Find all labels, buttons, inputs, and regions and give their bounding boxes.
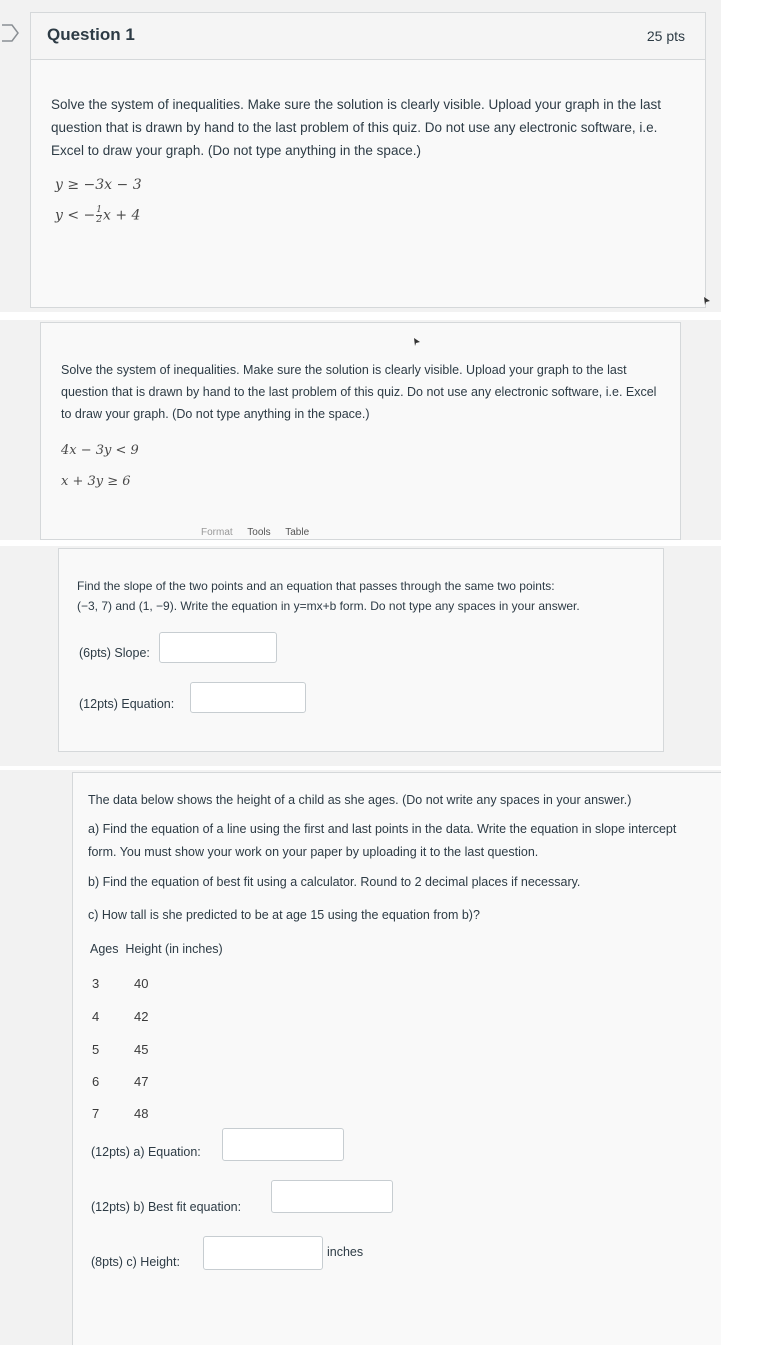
- menu-table[interactable]: Table: [285, 527, 310, 538]
- fraction: [96, 206, 102, 225]
- part-a-input[interactable]: [222, 1128, 344, 1161]
- question-instructions-line-1: Find the slope of the two points and an equation that passes through the same two points:: [77, 579, 555, 593]
- part-c-text: c) How tall is she predicted to be at age 15 using the equation from b)?: [88, 908, 480, 922]
- inequality-1: 4x − 3y < 9: [61, 443, 139, 458]
- part-a-label: (12pts) a) Equation:: [91, 1145, 201, 1159]
- part-c-input[interactable]: [203, 1236, 323, 1270]
- question-instructions: Solve the system of inequalities. Make sure the solution is clearly visible. Upload your graph in the last question that is drawn by hand to the last problem of this quiz. Do not use any electronic software, i.e. Excel to draw your graph. (Do not type anything in the space.): [51, 97, 662, 158]
- question-body: [30, 60, 706, 308]
- height-cell: 48: [134, 1106, 149, 1121]
- question-body: [58, 548, 664, 752]
- inequality-2-suffix: x + 4: [103, 207, 141, 224]
- fraction-denominator: 2: [96, 215, 103, 225]
- age-cell: 7: [92, 1106, 100, 1121]
- inequality-1: y ≥ −3x − 3: [55, 177, 142, 193]
- age-cell: 5: [92, 1042, 100, 1057]
- question-2-panel: [0, 320, 721, 540]
- intro-text: The data below shows the height of a child as she ages. (Do not write any spaces in your answer.): [88, 793, 632, 807]
- cursor-icon: [413, 334, 421, 352]
- cursor-icon: [703, 293, 711, 311]
- equation-label: (12pts) Equation:: [79, 697, 175, 711]
- nav-arrow-icon[interactable]: [0, 22, 20, 44]
- slope-input[interactable]: [159, 632, 277, 663]
- question-points: 25 pts: [646, 28, 685, 44]
- part-b-label: (12pts) b) Best fit equation:: [91, 1200, 242, 1214]
- part-c-label: (8pts) c) Height:: [91, 1255, 180, 1269]
- question-body: [72, 772, 721, 1345]
- inequality-2-prefix: y < −: [55, 207, 96, 224]
- age-cell: 4: [92, 1009, 100, 1024]
- age-cell: 3: [92, 976, 100, 991]
- question-body: [40, 322, 681, 540]
- slope-label: (6pts) Slope:: [79, 646, 150, 660]
- fraction-numerator: 1: [96, 205, 103, 215]
- height-unit-label: inches: [327, 1245, 364, 1259]
- question-instructions-line-2: (−3, 7) and (1, −9). Write the equation in y=mx+b form. Do not type any spaces in your answer.: [77, 599, 580, 613]
- question-instructions: Solve the system of inequalities. Make sure the solution is clearly visible. Upload your graph to the last question that is drawn by hand to the last problem of this quiz. Do not use any electronic software, i.e. Excel to draw your graph. (Do not type anything in the space.): [61, 363, 657, 421]
- height-cell: 47: [134, 1074, 149, 1089]
- question-4-panel: [0, 770, 721, 1345]
- menu-tools[interactable]: Tools: [247, 527, 271, 538]
- part-a-text: a) Find the equation of a line using the first and last points in the data. Write the equation in slope intercept form. You must show your work on your paper by uploading it to the last question.: [88, 822, 677, 859]
- menu-format[interactable]: Format: [201, 527, 233, 538]
- table-header: Ages Height (in inches): [90, 942, 223, 956]
- question-title: Question 1: [47, 25, 135, 44]
- question-1-panel: [0, 0, 721, 312]
- age-cell: 6: [92, 1074, 100, 1089]
- question-header: [30, 12, 706, 60]
- question-3-panel: [0, 546, 721, 766]
- inequality-2: x + 3y ≥ 6: [61, 474, 131, 489]
- equation-input[interactable]: [190, 682, 306, 713]
- part-b-input[interactable]: [271, 1180, 393, 1213]
- editor-menu: [201, 527, 309, 538]
- part-b-text: b) Find the equation of best fit using a calculator. Round to 2 decimal places if necessary.: [88, 875, 581, 889]
- height-cell: 40: [134, 976, 149, 991]
- height-cell: 45: [134, 1042, 149, 1057]
- inequality-2: [55, 206, 140, 225]
- height-cell: 42: [134, 1009, 149, 1024]
